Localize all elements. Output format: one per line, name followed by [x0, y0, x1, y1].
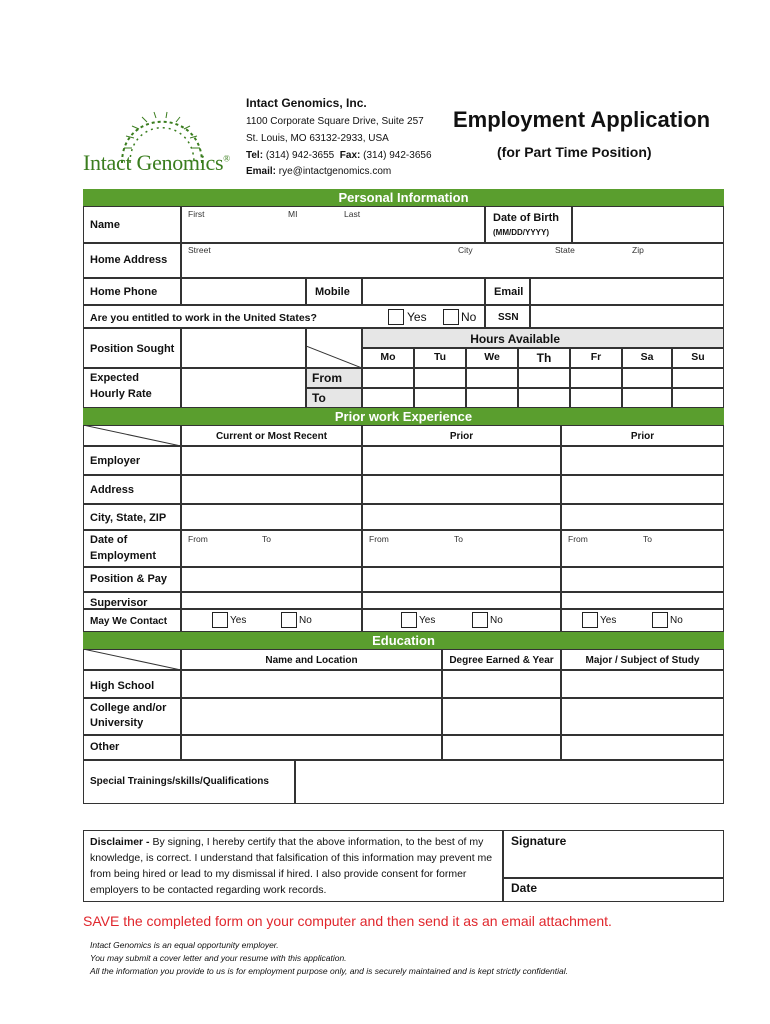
mi-hint: MI [288, 209, 298, 219]
prior-input-cell[interactable] [561, 567, 724, 592]
edu-input-cell[interactable] [181, 670, 442, 698]
first-hint: First [188, 209, 205, 219]
logo-text: Intact Genomics® [83, 150, 230, 175]
day-label-th: Th [536, 351, 552, 365]
company-email: Email: rye@intactgenomics.com [246, 166, 392, 177]
contact-yes-checkbox-1[interactable] [212, 612, 228, 628]
contact-yes-label-1: Yes [230, 615, 247, 626]
prior-input-cell[interactable] [561, 475, 724, 504]
prior-input-cell[interactable] [362, 504, 561, 530]
position-input[interactable] [181, 328, 306, 368]
day-label-fr: Fr [590, 351, 602, 363]
prior-input-cell[interactable] [561, 592, 724, 609]
employment-label: Employment [90, 550, 157, 562]
from-label: From [312, 371, 342, 385]
day-label-su: Su [691, 351, 705, 363]
prior-input-cell[interactable] [181, 446, 362, 475]
last-hint: Last [344, 209, 361, 219]
prior-input-cell[interactable] [181, 609, 362, 632]
date-label: Date [511, 881, 538, 895]
high-school-label: High School [90, 680, 155, 692]
other-label: Other [90, 741, 120, 753]
page-subtitle: (for Part Time Position) [497, 144, 652, 160]
prior-diagonal-line [83, 425, 181, 446]
prior-input-cell[interactable] [362, 446, 561, 475]
city-hint: City [458, 245, 473, 255]
expected-label: Expected [90, 372, 139, 384]
email-input[interactable] [530, 278, 724, 305]
mobile-input[interactable] [362, 278, 485, 305]
contact-no-label-1: No [299, 615, 312, 626]
prior-col-1-label: Current or Most Recent [215, 431, 328, 442]
edu-input-cell[interactable] [442, 698, 561, 735]
contact-yes-checkbox-3[interactable] [582, 612, 598, 628]
hours-to-input-tu[interactable] [414, 388, 466, 408]
email-label: Email [494, 286, 524, 298]
edu-input-cell[interactable] [561, 670, 724, 698]
may-we-contact-label: May We Contact [90, 616, 168, 627]
prior-section-header: Prior work Experience [83, 408, 724, 425]
hours-from-input-tu[interactable] [414, 368, 466, 388]
entitled-question: Are you entitled to work in the United States? [90, 312, 317, 324]
company-address-1: 1100 Corporate Square Drive, Suite 257 [246, 116, 424, 127]
prior-input-cell[interactable] [181, 592, 362, 609]
diagonal-line [306, 346, 362, 368]
entitled-yes-checkbox[interactable] [388, 309, 404, 325]
edu-input-cell[interactable] [181, 698, 442, 735]
prior-input-cell[interactable] [181, 567, 362, 592]
hours-to-input-th[interactable] [518, 388, 570, 408]
prior-col-2-label: Prior [449, 431, 474, 442]
footer-line-2: You may submit a cover letter and your resume with this application. [90, 953, 347, 963]
hours-available-label: Hours Available [470, 332, 560, 346]
prior-input-cell[interactable] [181, 504, 362, 530]
supervisor-label: Supervisor [90, 597, 148, 609]
edu-col-2-label: Degree Earned & Year [449, 655, 554, 666]
company-address-2: St. Louis, MO 63132-2933, USA [246, 133, 389, 144]
hours-to-input-we[interactable] [466, 388, 518, 408]
zip-hint: Zip [632, 245, 644, 255]
page-title: Employment Application [453, 107, 711, 132]
prior-input-cell[interactable] [362, 475, 561, 504]
edu-col-3-label: Major / Subject of Study [585, 655, 700, 666]
day-label-sa: Sa [640, 351, 654, 363]
edu-diagonal-line [83, 649, 181, 670]
prior-input-cell[interactable] [362, 567, 561, 592]
special-label: Special Trainings/skills/Qualifications [90, 776, 269, 787]
dob-input[interactable] [572, 206, 724, 243]
contact-no-label-2: No [490, 615, 503, 626]
footer-line-3: All the information you provide to us is for employment purpose only, and is securely maintained and is kept strictly confidential. [90, 966, 568, 976]
address-label: Address [90, 484, 135, 496]
ssn-input[interactable] [530, 305, 724, 328]
hours-from-input-mo[interactable] [362, 368, 414, 388]
edu-input-cell[interactable] [442, 735, 561, 760]
home-address-label: Home Address [90, 254, 168, 266]
entitled-no-checkbox[interactable] [443, 309, 459, 325]
signature-label: Signature [511, 834, 567, 848]
date-of-label: Date of [90, 534, 128, 546]
disclaimer-text: Disclaimer - By signing, I hereby certify that the above information, to the best of my knowledge, is correct. I understand that falsification of this information may prevent me from being hired or lead to my dismissal if hired. I also provide consent for former employers to be contacted regarding work records. [90, 836, 493, 896]
prior-input-cell[interactable] [362, 592, 561, 609]
to-hint-3: To [643, 534, 652, 544]
entitled-no-label: No [461, 310, 477, 324]
to-hint-1: To [262, 534, 271, 544]
hours-from-input-sa[interactable] [622, 368, 672, 388]
hours-to-input-sa[interactable] [622, 388, 672, 408]
special-input[interactable] [295, 760, 724, 804]
contact-no-checkbox-2[interactable] [472, 612, 488, 628]
hours-from-input-fr[interactable] [570, 368, 622, 388]
hourly-rate-label: Hourly Rate [90, 388, 152, 400]
contact-no-checkbox-1[interactable] [281, 612, 297, 628]
edu-input-cell[interactable] [181, 735, 442, 760]
company-name: Intact Genomics, Inc. [246, 96, 367, 110]
company-phone: Tel: (314) 942-3655 Fax: (314) 942-3656 [246, 150, 432, 161]
footer-line-1: Intact Genomics is an equal opportunity employer. [90, 940, 279, 950]
prior-input-cell[interactable] [561, 504, 724, 530]
city-state-zip-label: City, State, ZIP [90, 512, 167, 524]
day-label-we: We [484, 351, 500, 363]
hours-to-input-fr[interactable] [570, 388, 622, 408]
ssn-label: SSN [498, 312, 519, 323]
position-pay-label: Position & Pay [90, 573, 168, 585]
from-hint-1: From [188, 534, 208, 544]
position-label: Position Sought [90, 343, 175, 355]
name-label: Name [90, 219, 120, 231]
day-label-mo: Mo [380, 351, 396, 363]
save-instruction: SAVE the completed form on your computer and then send it as an email attachment. [83, 913, 612, 929]
prior-input-cell[interactable] [181, 530, 362, 567]
contact-yes-label-3: Yes [600, 615, 617, 626]
prior-input-cell[interactable] [561, 446, 724, 475]
hours-from-input-we[interactable] [466, 368, 518, 388]
hours-from-input-th[interactable] [518, 368, 570, 388]
day-label-tu: Tu [433, 351, 447, 363]
personal-section-header: Personal Information [83, 189, 724, 206]
state-hint: State [555, 245, 575, 255]
from-hint-2: From [369, 534, 389, 544]
education-section-header: Education [83, 632, 724, 649]
to-label: To [312, 391, 326, 405]
university-label: University [90, 717, 144, 729]
mobile-label: Mobile [315, 286, 350, 298]
dob-label: Date of Birth [493, 212, 559, 224]
entitled-yes-label: Yes [407, 310, 427, 324]
hours-from-input-su[interactable] [672, 368, 724, 388]
street-hint: Street [188, 245, 211, 255]
college-label: College and/or [90, 702, 167, 714]
to-hint-2: To [454, 534, 463, 544]
dob-format: (MM/DD/YYYY) [493, 228, 549, 237]
prior-col-3-label: Prior [630, 431, 655, 442]
contact-no-label-3: No [670, 615, 683, 626]
edu-input-cell[interactable] [442, 670, 561, 698]
contact-yes-label-2: Yes [419, 615, 436, 626]
hours-to-input-mo[interactable] [362, 388, 414, 408]
from-hint-3: From [568, 534, 588, 544]
hours-to-input-su[interactable] [672, 388, 724, 408]
prior-input-cell[interactable] [362, 609, 561, 632]
contact-no-checkbox-3[interactable] [652, 612, 668, 628]
name-input[interactable] [181, 206, 485, 243]
home-phone-label: Home Phone [90, 286, 158, 298]
edu-input-cell[interactable] [561, 735, 724, 760]
contact-yes-checkbox-2[interactable] [401, 612, 417, 628]
edu-col-1-label: Name and Location [265, 655, 358, 666]
home-phone-input[interactable] [181, 278, 306, 305]
prior-input-cell[interactable] [181, 475, 362, 504]
employer-label: Employer [90, 455, 141, 467]
edu-input-cell[interactable] [561, 698, 724, 735]
rate-input[interactable] [181, 368, 306, 408]
